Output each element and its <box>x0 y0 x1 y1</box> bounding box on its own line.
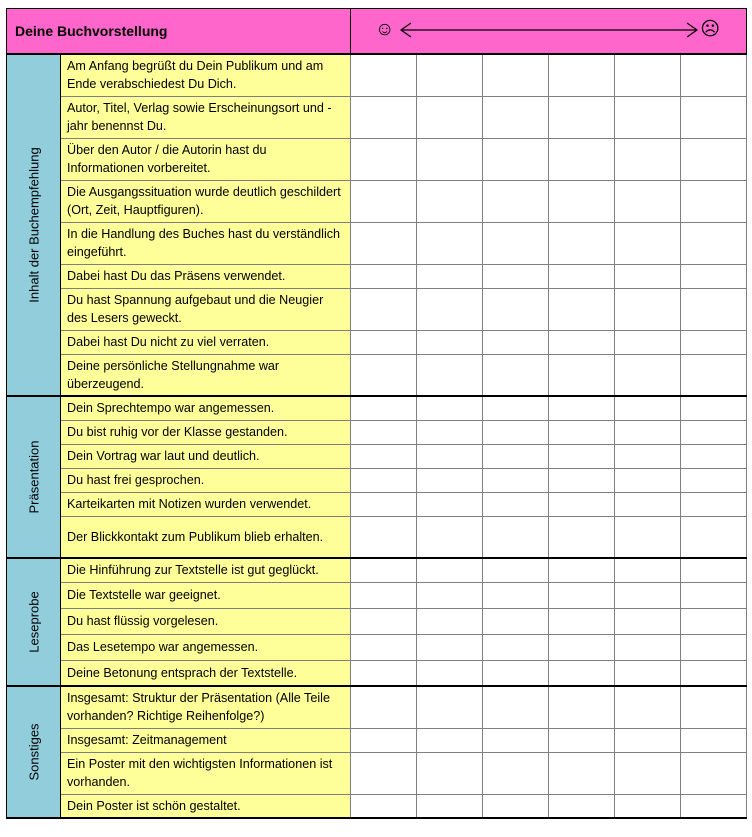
rating-cell[interactable] <box>351 794 417 818</box>
criterion-row <box>7 222 747 264</box>
rating-cell[interactable] <box>417 516 483 558</box>
rating-cell[interactable] <box>549 138 615 180</box>
rating-cell[interactable] <box>681 222 747 264</box>
rating-cell[interactable] <box>351 330 417 354</box>
criterion-text: Insgesamt: Struktur der Präsentation (Alle Teile vorhanden? Richtige Reihenfolge?) <box>61 686 351 728</box>
rating-cell[interactable] <box>483 180 549 222</box>
category-label: Leseprobe <box>26 591 41 653</box>
rating-cell[interactable] <box>549 354 615 396</box>
rating-cell[interactable] <box>615 444 681 468</box>
rating-cell[interactable] <box>417 288 483 330</box>
rating-cell[interactable] <box>417 728 483 752</box>
rating-cell[interactable] <box>351 608 417 634</box>
rating-cell[interactable] <box>615 54 681 96</box>
rating-cell[interactable] <box>417 492 483 516</box>
rating-cell[interactable] <box>681 660 747 686</box>
rating-cell[interactable] <box>615 288 681 330</box>
rating-cell[interactable] <box>417 264 483 288</box>
criterion-row <box>7 180 747 222</box>
rating-cell[interactable] <box>483 138 549 180</box>
rating-cell[interactable] <box>351 752 417 794</box>
rating-cell[interactable] <box>483 54 549 96</box>
rating-cell[interactable] <box>549 608 615 634</box>
rating-cell[interactable] <box>483 634 549 660</box>
rating-cell[interactable] <box>615 752 681 794</box>
rating-cell[interactable] <box>483 516 549 558</box>
rating-cell[interactable] <box>615 222 681 264</box>
rating-cell[interactable] <box>549 582 615 608</box>
rating-cell[interactable] <box>681 794 747 818</box>
rating-cell[interactable] <box>681 728 747 752</box>
criterion-row <box>7 660 747 686</box>
rating-cell[interactable] <box>615 728 681 752</box>
criterion-text: Dein Sprechtempo war angemessen. <box>61 396 351 420</box>
criterion-text: Deine Betonung entsprach der Textstelle. <box>61 660 351 686</box>
rating-cell[interactable] <box>351 288 417 330</box>
rating-cell[interactable] <box>549 222 615 264</box>
criterion-text: Die Textstelle war geeignet. <box>61 582 351 608</box>
smiley-happy-icon: ☺ <box>375 19 395 40</box>
criterion-text: Über den Autor / die Autorin hast du Informationen vorbereitet. <box>61 138 351 180</box>
criterion-row <box>7 608 747 634</box>
rating-cell[interactable] <box>681 492 747 516</box>
rating-cell[interactable] <box>417 444 483 468</box>
rating-cell[interactable] <box>351 468 417 492</box>
rating-cell[interactable] <box>483 492 549 516</box>
category-cell <box>7 686 61 818</box>
rating-cell[interactable] <box>681 138 747 180</box>
rating-cell[interactable] <box>549 54 615 96</box>
rating-cell[interactable] <box>417 396 483 420</box>
rating-cell[interactable] <box>483 686 549 728</box>
rating-cell[interactable] <box>351 728 417 752</box>
rating-cell[interactable] <box>417 420 483 444</box>
rating-cell[interactable] <box>549 444 615 468</box>
rating-cell[interactable] <box>615 264 681 288</box>
rating-cell[interactable] <box>549 264 615 288</box>
rating-cell[interactable] <box>681 96 747 138</box>
rating-cell[interactable] <box>417 686 483 728</box>
rating-cell[interactable] <box>351 96 417 138</box>
rating-cell[interactable] <box>681 354 747 396</box>
rating-cell[interactable] <box>417 54 483 96</box>
rating-cell[interactable] <box>615 686 681 728</box>
criterion-row <box>7 558 747 582</box>
criterion-text: Die Ausgangssituation wurde deutlich geschildert (Ort, Zeit, Hauptfiguren). <box>61 180 351 222</box>
criterion-text: Autor, Titel, Verlag sowie Erscheinungsort und -jahr benennst Du. <box>61 96 351 138</box>
smiley-sad-icon: ☹ <box>700 19 721 40</box>
rating-cell[interactable] <box>417 96 483 138</box>
rating-cell[interactable] <box>351 492 417 516</box>
criterion-row <box>7 396 747 420</box>
rating-cell[interactable] <box>417 752 483 794</box>
rating-cell[interactable] <box>549 468 615 492</box>
criterion-text: Dabei hast Du das Präsens verwendet. <box>61 264 351 288</box>
criterion-row <box>7 794 747 818</box>
rating-cell[interactable] <box>615 794 681 818</box>
rating-cell[interactable] <box>351 180 417 222</box>
rating-cell[interactable] <box>351 686 417 728</box>
criterion-row <box>7 420 747 444</box>
criterion-text: Du hast frei gesprochen. <box>61 468 351 492</box>
rating-cell[interactable] <box>417 794 483 818</box>
rating-cell[interactable] <box>615 138 681 180</box>
rating-cell[interactable] <box>681 686 747 728</box>
criterion-row <box>7 582 747 608</box>
rating-cell[interactable] <box>549 794 615 818</box>
rating-cell[interactable] <box>615 492 681 516</box>
rating-cell[interactable] <box>681 516 747 558</box>
rating-cell[interactable] <box>681 180 747 222</box>
rating-cell[interactable] <box>615 516 681 558</box>
criterion-row <box>7 752 747 794</box>
category-cell <box>7 54 61 396</box>
rating-cell[interactable] <box>483 794 549 818</box>
criterion-row <box>7 138 747 180</box>
rating-cell[interactable] <box>483 468 549 492</box>
criterion-row <box>7 686 747 728</box>
criterion-text: Du hast flüssig vorgelesen. <box>61 608 351 634</box>
rating-cell[interactable] <box>549 686 615 728</box>
rating-cell[interactable] <box>417 354 483 396</box>
rating-cell[interactable] <box>417 330 483 354</box>
rating-cell[interactable] <box>549 288 615 330</box>
rating-cell[interactable] <box>615 396 681 420</box>
rating-cell[interactable] <box>483 420 549 444</box>
criterion-text: Du hast Spannung aufgebaut und die Neugier des Lesers geweckt. <box>61 288 351 330</box>
rating-cell[interactable] <box>483 330 549 354</box>
rating-cell[interactable] <box>549 396 615 420</box>
rating-cell[interactable] <box>681 54 747 96</box>
rating-cell[interactable] <box>681 444 747 468</box>
rating-cell[interactable] <box>681 558 747 582</box>
rating-cell[interactable] <box>681 634 747 660</box>
rating-cell[interactable] <box>483 288 549 330</box>
rating-cell[interactable] <box>549 330 615 354</box>
criterion-text: Karteikarten mit Notizen wurden verwendet. <box>61 492 351 516</box>
rating-cell[interactable] <box>549 96 615 138</box>
criterion-row <box>7 288 747 330</box>
rating-cell[interactable] <box>351 396 417 420</box>
rating-cell[interactable] <box>483 582 549 608</box>
criterion-text: Dein Poster ist schön gestaltet. <box>61 794 351 818</box>
category-label: Sonstiges <box>26 723 41 781</box>
criterion-row <box>7 728 747 752</box>
rating-cell[interactable] <box>351 582 417 608</box>
rating-cell[interactable] <box>615 330 681 354</box>
rating-cell[interactable] <box>615 420 681 444</box>
rating-cell[interactable] <box>681 582 747 608</box>
rating-cell[interactable] <box>351 634 417 660</box>
rating-cell[interactable] <box>549 634 615 660</box>
rating-cell[interactable] <box>351 264 417 288</box>
rating-cell[interactable] <box>681 752 747 794</box>
rating-cell[interactable] <box>417 222 483 264</box>
criterion-text: Dein Vortrag war laut und deutlich. <box>61 444 351 468</box>
rating-cell[interactable] <box>483 264 549 288</box>
rating-cell[interactable] <box>681 468 747 492</box>
rating-cell[interactable] <box>615 354 681 396</box>
rating-cell[interactable] <box>351 660 417 686</box>
criterion-text: Deine persönliche Stellungnahme war überzeugend. <box>61 354 351 396</box>
criterion-text: Am Anfang begrüßt du Dein Publikum und am Ende verabschiedest Du Dich. <box>61 54 351 96</box>
rating-cell[interactable] <box>351 222 417 264</box>
rating-cell[interactable] <box>549 728 615 752</box>
criterion-row <box>7 330 747 354</box>
rating-cell[interactable] <box>681 396 747 420</box>
rating-cell[interactable] <box>681 420 747 444</box>
rating-cell[interactable] <box>615 180 681 222</box>
criterion-row <box>7 634 747 660</box>
criterion-row <box>7 96 747 138</box>
sheet-title: Deine Buchvorstellung <box>7 9 351 55</box>
rating-cell[interactable] <box>483 558 549 582</box>
rating-cell[interactable] <box>549 516 615 558</box>
rating-cell[interactable] <box>417 634 483 660</box>
rating-scale-header <box>351 9 747 55</box>
rating-cell[interactable] <box>615 634 681 660</box>
criterion-row <box>7 516 747 558</box>
header-row <box>7 9 747 55</box>
rating-cell[interactable] <box>351 516 417 558</box>
criterion-row <box>7 354 747 396</box>
criterion-text: Du bist ruhig vor der Klasse gestanden. <box>61 420 351 444</box>
rating-cell[interactable] <box>417 468 483 492</box>
category-cell <box>7 396 61 558</box>
criterion-text: In die Handlung des Buches hast du verständlich eingeführt. <box>61 222 351 264</box>
rating-cell[interactable] <box>483 354 549 396</box>
rating-cell[interactable] <box>483 728 549 752</box>
criterion-text: Ein Poster mit den wichtigsten Informationen ist vorhanden. <box>61 752 351 794</box>
criterion-row <box>7 54 747 96</box>
rating-cell[interactable] <box>681 608 747 634</box>
category-cell <box>7 558 61 686</box>
rating-cell[interactable] <box>549 660 615 686</box>
rating-cell[interactable] <box>483 96 549 138</box>
category-label: Präsentation <box>26 440 41 514</box>
rating-cell[interactable] <box>549 752 615 794</box>
rating-cell[interactable] <box>483 222 549 264</box>
rating-cell[interactable] <box>615 660 681 686</box>
rating-cell[interactable] <box>681 264 747 288</box>
rating-cell[interactable] <box>351 420 417 444</box>
criterion-text: Die Hinführung zur Textstelle ist gut geglückt. <box>61 558 351 582</box>
rating-cell[interactable] <box>549 180 615 222</box>
rating-cell[interactable] <box>483 752 549 794</box>
rating-cell[interactable] <box>417 582 483 608</box>
rating-cell[interactable] <box>417 558 483 582</box>
rating-cell[interactable] <box>417 660 483 686</box>
rating-cell[interactable] <box>417 138 483 180</box>
criterion-text: Insgesamt: Zeitmanagement <box>61 728 351 752</box>
rating-cell[interactable] <box>351 54 417 96</box>
criterion-row <box>7 444 747 468</box>
rating-cell[interactable] <box>549 492 615 516</box>
rating-cell[interactable] <box>681 330 747 354</box>
rating-cell[interactable] <box>615 468 681 492</box>
rating-cell[interactable] <box>351 354 417 396</box>
criterion-text: Der Blickkontakt zum Publikum blieb erhalten. <box>61 516 351 558</box>
rating-cell[interactable] <box>351 138 417 180</box>
criterion-text: Dabei hast Du nicht zu viel verraten. <box>61 330 351 354</box>
rating-cell[interactable] <box>351 444 417 468</box>
rating-cell[interactable] <box>615 96 681 138</box>
rating-cell[interactable] <box>417 180 483 222</box>
category-label: Inhalt der Buchempfehlung <box>26 147 41 303</box>
rating-cell[interactable] <box>483 396 549 420</box>
rating-cell[interactable] <box>351 558 417 582</box>
rating-cell[interactable] <box>417 608 483 634</box>
rating-cell[interactable] <box>681 288 747 330</box>
rating-cell[interactable] <box>549 558 615 582</box>
rating-cell[interactable] <box>615 558 681 582</box>
evaluation-table <box>6 8 747 819</box>
criterion-row <box>7 492 747 516</box>
evaluation-sheet <box>6 8 746 819</box>
criterion-text: Das Lesetempo war angemessen. <box>61 634 351 660</box>
rating-cell[interactable] <box>483 608 549 634</box>
criterion-row <box>7 264 747 288</box>
rating-cell[interactable] <box>483 660 549 686</box>
rating-cell[interactable] <box>483 444 549 468</box>
rating-cell[interactable] <box>549 420 615 444</box>
double-arrow-icon <box>399 21 699 39</box>
rating-cell[interactable] <box>615 582 681 608</box>
criterion-row <box>7 468 747 492</box>
rating-cell[interactable] <box>615 608 681 634</box>
